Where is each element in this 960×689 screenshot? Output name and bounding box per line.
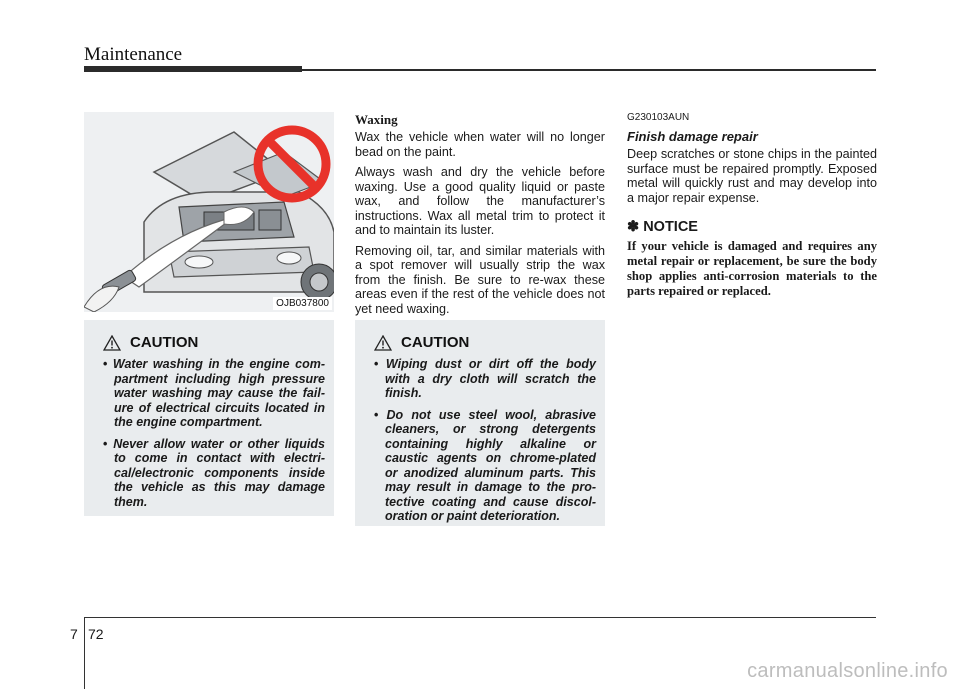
body-paragraph: Always wash and dry the vehicle before waxing. Use a good quality liquid or paste wax, and follow the manufacturer’s instructions. Wax all metal trim to protect it and to maintain its luster.: [355, 165, 605, 237]
notice-body: If your vehicle is damaged and requires any metal repair or replacement, be sure the body shop applies anti-corrosion materials to the parts repaired or replaced.: [627, 239, 877, 298]
caution-item: • Do not use steel wool, abrasive cleaners, or strong detergents containing highly alkaline or caustic agents on chrome-plated or anodized aluminum parts. This may result in damage to the pro-tective coating and cause discol-oration or paint deterioration.: [374, 408, 596, 524]
finish-damage-section: [627, 112, 877, 299]
body-paragraph: Wax the vehicle when water will no longer bead on the paint.: [355, 130, 605, 159]
section-heading-finish-damage: Finish damage repair: [627, 129, 758, 144]
waxing-section: [355, 112, 605, 322]
warning-triangle-icon: [103, 335, 121, 351]
chapter-number: 7: [70, 626, 78, 642]
car-engine-drawing: [84, 112, 334, 312]
caution-item: • Wiping dust or dirt off the body with a dry cloth will scratch the finish.: [374, 357, 596, 401]
watermark: carmanualsonline.info: [747, 660, 948, 682]
body-paragraph: Removing oil, tar, and similar materials with a spot remover will usually strip the wax from the finish. Be sure to re-wax these areas even if the rest of the vehicle does not yet need waxing.: [355, 243, 605, 316]
caution-title: CAUTION: [401, 334, 470, 351]
figure-code: OJB037800: [273, 297, 332, 310]
engine-wash-illustration: [84, 112, 334, 312]
footer-divider: [84, 617, 85, 689]
caution-box-engine-wash: [84, 320, 334, 516]
header-rule-thin: [302, 69, 876, 71]
body-paragraph: Deep scratches or stone chips in the painted surface must be repaired promptly. Exposed metal will quickly rust and may develop into a major repair expense.: [627, 147, 877, 205]
notice-title: NOTICE: [643, 219, 698, 235]
page-header-title: Maintenance: [84, 44, 183, 65]
caution-box-cleaning: [355, 320, 605, 526]
caution-item: • Water washing in the engine com-partment including high pressure water washing may cause the fail-ure of electrical circuits located in the engine compartment.: [103, 357, 325, 430]
caution-item: • Never allow water or other liquids to come in contact with electri-cal/electronic components inside the vehicle as this may damage them.: [103, 437, 325, 510]
header-rule-thick: [84, 66, 302, 72]
page-number: 72: [88, 626, 104, 642]
notice-heading: [627, 219, 877, 235]
notice-symbol-icon: ✽: [627, 219, 640, 235]
caution-title: CAUTION: [130, 334, 199, 351]
section-heading-waxing: Waxing: [355, 112, 398, 127]
footer-rule: [84, 617, 876, 618]
section-code: G230103AUN: [627, 112, 690, 123]
warning-triangle-icon: [374, 335, 392, 351]
